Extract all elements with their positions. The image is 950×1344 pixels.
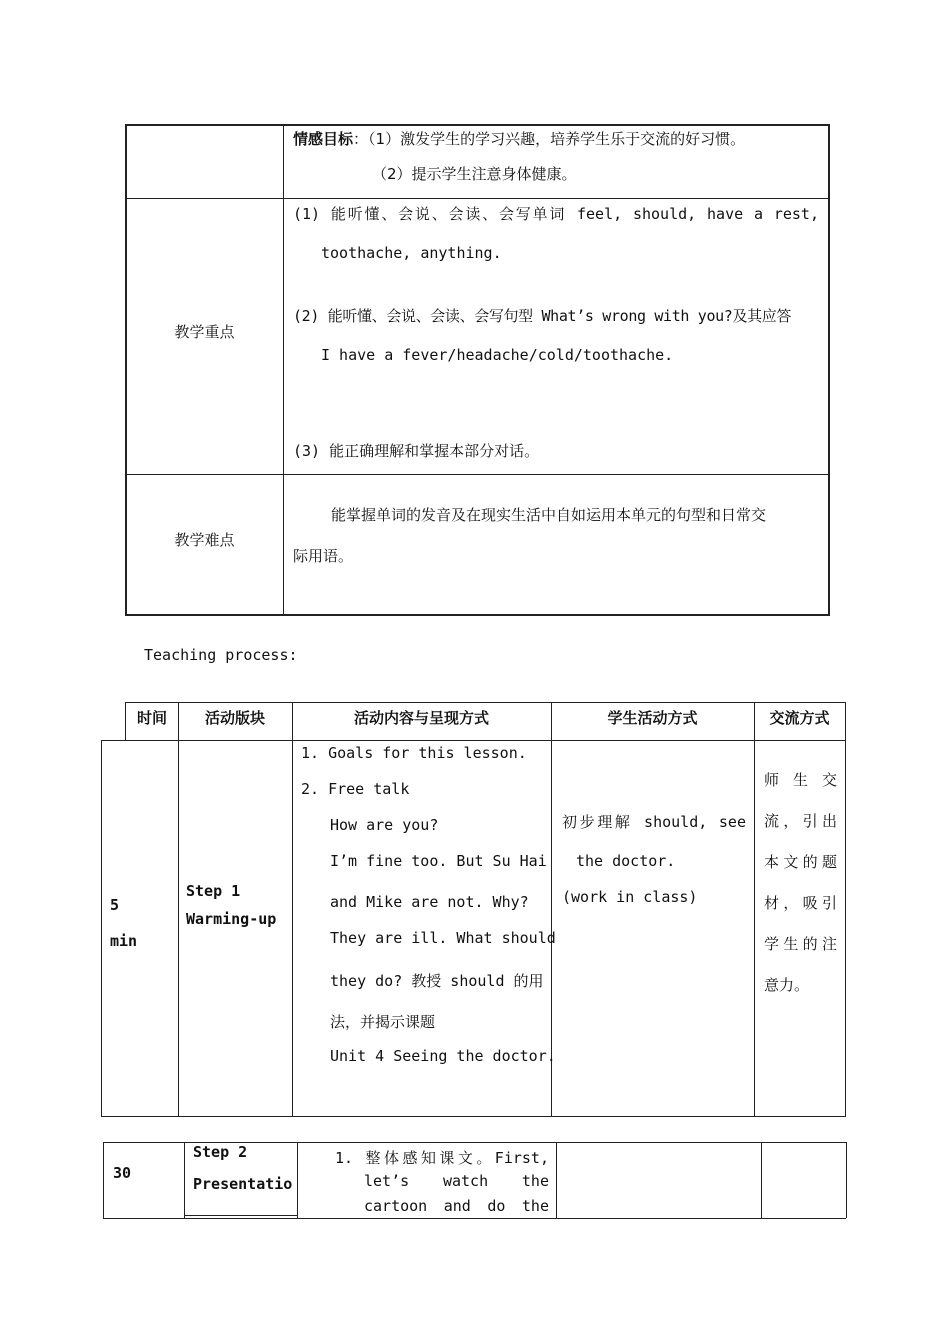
row-time: 5 [110, 896, 120, 914]
key-point-line: (2) 能听懂、会说、会读、会写句型 What’s wrong with you?及其应答 [293, 307, 792, 325]
difficulties-label: 教学难点 [174, 531, 235, 549]
difficulties-line: 能掌握单词的发音及在现实生活中自如运用本单元的句型和日常交 [331, 506, 767, 524]
header-activity-block: 活动版块 [204, 709, 265, 727]
interaction-line: 流，引出 [764, 812, 837, 830]
content-line: 1. 整体感知课文。First, [335, 1149, 549, 1167]
row-step-name: Presentatio [193, 1175, 293, 1193]
row-step: Step 1 [186, 882, 241, 900]
interaction-line: 学生的注 [764, 935, 837, 953]
content-line: cartoon and do the [364, 1197, 549, 1215]
content-line: 1. Goals for this lesson. [301, 744, 527, 762]
content-line: 法，并揭示课题 [330, 1013, 436, 1031]
key-point-line: toothache, anything. [321, 244, 502, 262]
student-activity-line: the doctor. [576, 852, 676, 870]
header-activity-content: 活动内容与呈现方式 [353, 709, 489, 727]
interaction-line: 材，吸引 [764, 894, 837, 912]
content-line: How are you? [330, 816, 439, 834]
interaction-line: 师 生 交 [764, 771, 837, 789]
affective-label: 情感目标 [293, 130, 354, 148]
student-activity-line: (work in class) [562, 888, 698, 906]
teaching-process-title: Teaching process: [144, 646, 298, 664]
header-student-activity: 学生活动方式 [607, 709, 698, 727]
content-line: Unit 4 Seeing the doctor. [330, 1047, 556, 1065]
row-time: 30 [113, 1164, 132, 1182]
header-time: 时间 [136, 709, 167, 727]
content-line: they do? 教授 should 的用 [330, 972, 544, 990]
content-line: They are ill. What should [330, 929, 556, 947]
content-line: let’s watch the [364, 1172, 549, 1190]
content-line: 2. Free talk [301, 780, 410, 798]
header-interaction: 交流方式 [769, 709, 830, 727]
row-step-name: Warming-up [186, 910, 277, 928]
difficulties-line: 际用语。 [293, 547, 354, 565]
key-points-label: 教学重点 [174, 323, 235, 341]
affective-goals: 情感目标：（1）激发学生的学习兴趣，培养学生乐于交流的好习惯。 [293, 130, 746, 148]
row-time-unit: min [110, 932, 138, 950]
row-step: Step 2 [193, 1143, 248, 1161]
key-point-line: (3) 能正确理解和掌握本部分对话。 [293, 442, 540, 460]
content-line: I’m fine too. But Su Hai [330, 852, 547, 870]
interaction-line: 本文的题 [764, 853, 837, 871]
key-point-line: (1) 能听懂、会说、会读、会写单词 feel, should, have a rest, [293, 205, 819, 223]
student-activity-line: 初步理解 should, see [562, 813, 746, 831]
key-point-line: I have a fever/headache/cold/toothache. [321, 346, 674, 364]
content-line: and Mike are not. Why? [330, 893, 529, 911]
affective-item-1: （1）激发学生的学习兴趣，培养学生乐于交流的好习惯。 [368, 130, 746, 148]
affective-item-2: （2）提示学生注意身体健康。 [372, 165, 577, 183]
interaction-line: 意力。 [764, 976, 810, 994]
